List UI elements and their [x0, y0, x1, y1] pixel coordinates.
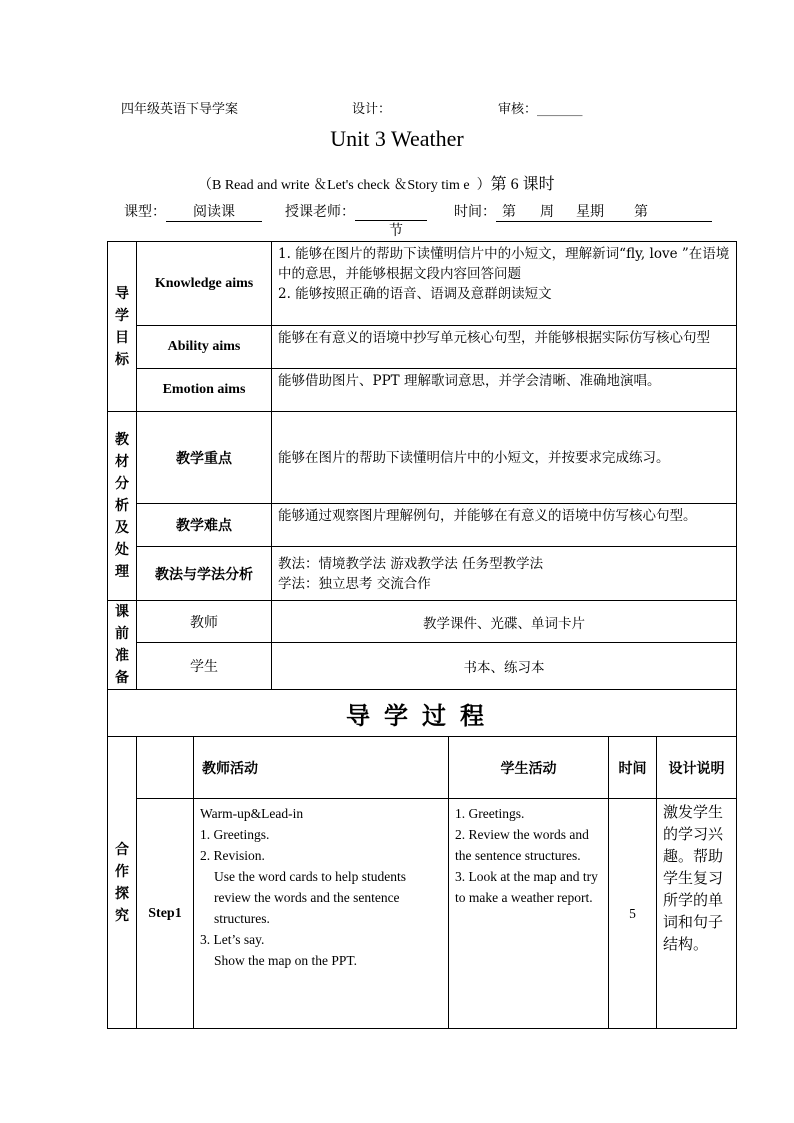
col-design: 设计说明	[657, 737, 737, 799]
process-title: 导学过程	[108, 690, 737, 737]
meta-time	[454, 201, 712, 222]
knowledge-aim-2: 2. 能够按照正确的语音、语调及意群朗读短文	[278, 286, 552, 302]
aims-row-emotion	[108, 369, 737, 412]
student-line-1: 2. Review the words and the sentence structures.	[455, 827, 589, 863]
analysis-section-text: 教材分析及处理	[115, 432, 129, 580]
key-point-text: 能够在图片的帮助下读懂明信片中的小短文，并按要求完成练习。	[272, 412, 737, 504]
time-di1: 第	[502, 204, 516, 220]
aims-section-label	[108, 242, 137, 412]
teacher-line-4: 3. Let’s say.	[200, 932, 265, 947]
aims-section-text: 导学目标	[115, 285, 129, 368]
aims-row-knowledge	[108, 242, 737, 326]
teacher-line-0: Warm-up&Lead-in	[200, 806, 304, 821]
student-line-0: 1. Greetings.	[455, 806, 525, 821]
time-blanks	[496, 201, 712, 222]
emotion-aims-label: Emotion aims	[137, 369, 272, 412]
teacher-line-3: Use the word cards to help students review the words and the sentence structures.	[214, 869, 406, 926]
time-di2: 第	[634, 204, 648, 220]
process-header-row	[108, 737, 737, 799]
method-label: 教法与学法分析	[137, 547, 272, 601]
step1-design: 激发学生的学习兴趣。帮助学生复习所学的单词和句子结构。	[657, 799, 737, 1029]
type-label: 课型：	[124, 204, 166, 220]
lesson-plan-table	[107, 241, 737, 1029]
key-point-label: 教学重点	[137, 412, 272, 504]
reviewer-label-text: 审核：	[498, 102, 538, 117]
method-learn: 学法：独立思考 交流合作	[278, 575, 431, 592]
prep-student-text: 书本、练习本	[272, 643, 737, 690]
reviewer-blank: _______	[537, 102, 583, 117]
prep-section-label	[108, 601, 137, 690]
col-teacher-activity: 教师活动	[194, 737, 449, 799]
prep-row-teacher	[108, 601, 737, 643]
process-section-text: 合作探究	[115, 841, 129, 924]
subtitle-close: ）	[476, 178, 491, 193]
reviewer-label	[498, 98, 583, 117]
ability-aims-label: Ability aims	[137, 326, 272, 369]
col-student-activity: 学生活动	[449, 737, 609, 799]
analysis-row-method	[108, 547, 737, 601]
col-time: 时间	[609, 737, 657, 799]
subtitle-open: （	[198, 178, 212, 193]
knowledge-aims-label: Knowledge aims	[137, 242, 272, 326]
time-jie: 节	[389, 223, 403, 239]
subtitle	[198, 171, 555, 194]
meta-teacher	[285, 201, 427, 221]
difficult-point-text: 能够通过观察图片理解例句，并能够在有意义的语境中仿写核心句型。	[272, 504, 737, 547]
teacher-line-2: 2. Revision.	[200, 848, 265, 863]
subtitle-text: B Read and write ＆Let's check ＆Story tim e	[212, 178, 470, 193]
ability-aims-text: 能够在有意义的语境中抄写单元核心句型，并能够根据实际仿写核心句型	[272, 326, 737, 369]
time-label: 时间：	[454, 204, 496, 220]
knowledge-aims-cell	[272, 242, 737, 326]
emotion-aims-text: 能够借助图片、PPT 理解歌词意思，并学会清晰、准确地演唱。	[272, 369, 737, 412]
method-cell	[272, 547, 737, 601]
time-zhou: 周	[540, 204, 554, 220]
analysis-row-key	[108, 412, 737, 504]
meta-type	[124, 201, 262, 222]
page-title: Unit 3 Weather	[330, 126, 464, 151]
step1-time: 5	[609, 799, 657, 1029]
prep-student-label: 学生	[137, 643, 272, 690]
designer-label: 设计：	[352, 102, 392, 117]
process-title-row	[108, 690, 737, 737]
step1-teacher-activity	[194, 799, 449, 1029]
lesson-number: 第 6 课时	[490, 176, 555, 193]
knowledge-aim-1: 1. 能够在图片的帮助下读懂明信片中的小短文，理解新词“fly, love ”在语境中的意思，并能够根据文段内容回答问题	[278, 246, 730, 282]
time-xingqi: 星期	[576, 204, 604, 220]
analysis-row-difficult	[108, 504, 737, 547]
teacher-label: 授课老师：	[285, 204, 355, 220]
student-line-2: 3. Look at the map and try to make a weather report.	[455, 869, 598, 905]
prep-section-text: 课前准备	[115, 604, 129, 686]
teacher-line-1: 1. Greetings.	[200, 827, 270, 842]
difficult-point-label: 教学难点	[137, 504, 272, 547]
teacher-blank	[355, 205, 427, 221]
aims-row-ability	[108, 326, 737, 369]
step1-student-activity	[449, 799, 609, 1029]
header-empty-cell	[137, 737, 194, 799]
prep-teacher-label: 教师	[137, 601, 272, 643]
step1-row	[108, 799, 737, 1029]
step1-label: Step1	[137, 799, 194, 1029]
prep-teacher-text: 教学课件、光碟、单词卡片	[272, 601, 737, 643]
type-value: 阅读课	[166, 201, 262, 222]
doc-header-grade: 四年级英语下导学案	[121, 102, 239, 117]
analysis-section-label	[108, 412, 137, 601]
method-teach: 教法：情境教学法 游戏教学法 任务型教学法	[278, 555, 544, 572]
prep-row-student	[108, 643, 737, 690]
teacher-line-5: Show the map on the PPT.	[214, 953, 357, 968]
process-section-label	[108, 737, 137, 1029]
